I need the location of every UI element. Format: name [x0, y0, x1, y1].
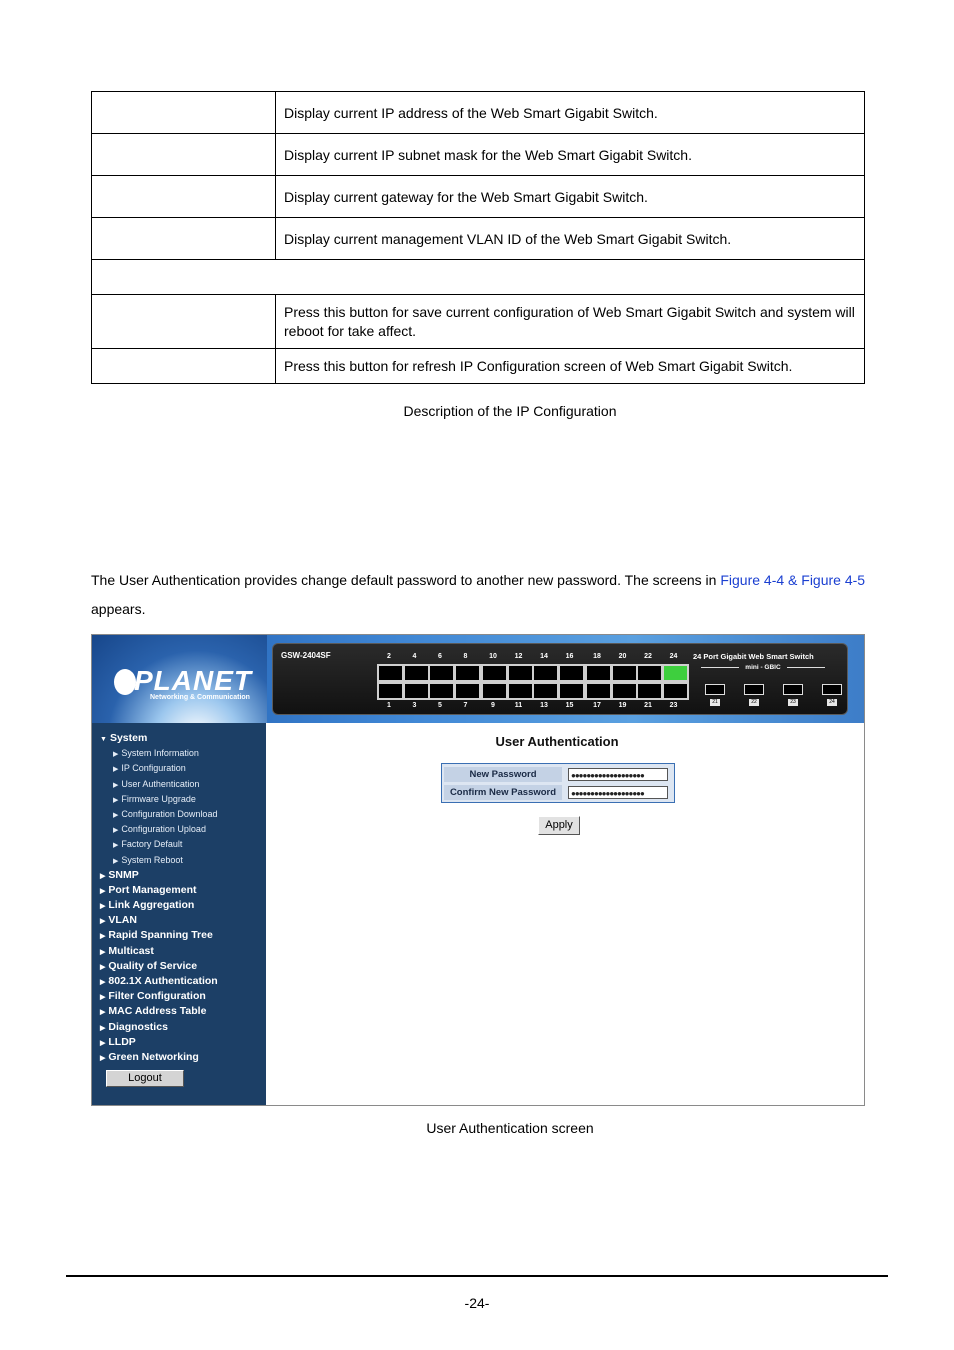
triangle-right-icon: ▶: [113, 811, 119, 819]
sidebar-item[interactable]: [100, 959, 218, 974]
logo-ball-icon: [114, 669, 136, 695]
sidebar-item[interactable]: [100, 883, 218, 898]
sidebar-subitem[interactable]: [100, 792, 218, 807]
port-icon: [662, 664, 689, 682]
triangle-right-icon: ▶: [100, 948, 106, 956]
triangle-right-icon: ▶: [113, 827, 119, 835]
sidebar-item-label: Multicast: [108, 944, 154, 957]
table-value-cell: Display current management VLAN ID of the Web Smart Gigabit Switch.: [276, 218, 865, 260]
table-key-cell: [92, 349, 276, 384]
triangle-down-icon: ▼: [100, 736, 107, 743]
gbic-slot-icon: [744, 684, 764, 695]
port-number-top: 14: [540, 653, 548, 660]
sidebar-item-label: Quality of Service: [108, 959, 198, 972]
triangle-right-icon: ▶: [113, 766, 119, 774]
table-value-cell: Display current gateway for the Web Smart Gigabit Switch.: [276, 176, 865, 218]
port-icon: [558, 664, 585, 682]
table-row: [92, 218, 865, 260]
port-number-bottom: 13: [540, 702, 548, 709]
triangle-right-icon: ▶: [100, 903, 106, 911]
gbic-label: 23: [788, 699, 798, 706]
gbic-label: 24: [827, 699, 837, 706]
sidebar-subitem[interactable]: [100, 853, 218, 868]
port-icon: [428, 682, 455, 700]
sidebar-item-label: User Authentication: [121, 778, 200, 789]
sidebar-item[interactable]: [100, 944, 218, 959]
port-icon: [611, 664, 638, 682]
table-row: [92, 349, 865, 384]
sidebar-item-label: Firmware Upgrade: [121, 793, 196, 804]
table-key-cell: [92, 218, 276, 260]
port-number-top: 16: [565, 653, 574, 660]
sidebar-item[interactable]: [100, 1035, 218, 1050]
table-section-cell: [92, 260, 865, 295]
port-icon: [636, 682, 663, 700]
port-number-top: 8: [463, 653, 468, 660]
port-number-bottom: 15: [565, 702, 574, 709]
table-value-cell: Display current IP address of the Web Smart Gigabit Switch.: [276, 92, 865, 134]
figure-link[interactable]: Figure 4-4 & Figure 4-5: [720, 572, 866, 588]
port-icon: [532, 682, 559, 700]
sidebar-item-label: LLDP: [108, 1035, 136, 1048]
password-form: [441, 763, 675, 803]
sidebar-item-label: System: [109, 732, 148, 744]
port-number-bottom: 5: [438, 702, 442, 709]
triangle-right-icon: ▶: [100, 1009, 106, 1017]
screenshot-caption: User Authentication screen: [426, 1120, 594, 1136]
gbic-label: 21: [710, 699, 720, 706]
port-number-bottom: 7: [463, 702, 468, 709]
new-password-label: New Password: [444, 767, 562, 782]
triangle-right-icon: ▶: [113, 857, 119, 865]
sidebar-subitem[interactable]: [100, 746, 218, 761]
sidebar-item-label: System Information: [121, 748, 199, 759]
port-icon: [377, 664, 404, 682]
sidebar-subitem[interactable]: [100, 761, 218, 776]
table-row: [92, 295, 865, 349]
table-value-cell: Press this button for refresh IP Configuration screen of Web Smart Gigabit Switch.: [276, 349, 865, 384]
sidebar-item[interactable]: [100, 1050, 218, 1065]
table-value-cell: Press this button for save current configuration of Web Smart Gigabit Switch and system will reboot for take affect.: [276, 295, 865, 349]
footer-divider: [66, 1275, 888, 1277]
port-icon: [403, 664, 430, 682]
sidebar: [92, 723, 266, 1105]
port-number-bottom: 9: [491, 702, 495, 709]
port-icon: [454, 682, 481, 700]
main-content: [267, 723, 864, 1105]
new-password-input[interactable]: ●●●●●●●●●●●●●●●●●●●: [568, 768, 668, 781]
port-icon: [662, 682, 689, 700]
sidebar-subitem[interactable]: [100, 837, 218, 852]
port-icon: [507, 682, 534, 700]
header-banner: [92, 635, 864, 723]
sidebar-subitem[interactable]: [100, 807, 218, 822]
sidebar-item[interactable]: [100, 1020, 218, 1035]
port-icon: [636, 664, 663, 682]
logo-text: PLANET: [134, 665, 252, 696]
port-icon: [428, 664, 455, 682]
logo-subtitle: Networking & Communication: [150, 694, 250, 701]
triangle-right-icon: ▶: [100, 963, 106, 971]
table-key-cell: [92, 134, 276, 176]
triangle-right-icon: ▶: [113, 751, 119, 759]
paragraph-text-end: appears.: [91, 601, 146, 617]
sidebar-item[interactable]: [100, 928, 218, 943]
model-label: GSW-2404SF: [281, 651, 331, 660]
port-number-top: 12: [514, 653, 523, 660]
sidebar-item-label: MAC Address Table: [108, 1005, 207, 1018]
table-caption: Description of the IP Configuration: [403, 403, 617, 419]
port-number-top: 2: [387, 653, 391, 660]
sidebar-subitem[interactable]: [100, 777, 218, 792]
sidebar-item-system[interactable]: [100, 731, 218, 746]
triangle-right-icon: ▶: [100, 979, 106, 986]
sidebar-item-label: Diagnostics: [108, 1020, 168, 1033]
triangle-right-icon: ▶: [100, 933, 106, 941]
triangle-right-icon: ▶: [113, 842, 119, 850]
page-title: User Authentication: [495, 734, 619, 749]
gbic-slot-icon: [822, 684, 842, 695]
triangle-right-icon: ▶: [100, 1024, 106, 1032]
port-icon: [507, 664, 534, 682]
sidebar-item-label: 802.1X Authentication: [108, 975, 218, 987]
port-icon: [481, 682, 508, 700]
sidebar-item[interactable]: [100, 974, 218, 989]
table-row: [92, 92, 865, 134]
port-number-bottom: 19: [618, 702, 627, 709]
table-key-cell: [92, 295, 276, 349]
sidebar-item[interactable]: [100, 898, 218, 913]
sidebar-item-label: System Reboot: [121, 854, 183, 865]
gbic-slot-icon: [705, 684, 725, 695]
planet-logo: [92, 635, 267, 723]
table-section-row: [92, 260, 865, 295]
sidebar-item-label: Filter Configuration: [108, 990, 206, 1003]
sidebar-item-label: VLAN: [108, 914, 137, 927]
port-icon: [377, 682, 404, 700]
sidebar-nav: [100, 731, 218, 1065]
port-number-top: 10: [489, 653, 497, 660]
port-number-top: 20: [618, 653, 627, 660]
sidebar-item-label: Green Networking: [108, 1050, 199, 1063]
confirm-password-label: Confirm New Password: [444, 785, 562, 800]
sidebar-item-label: Link Aggregation: [108, 899, 195, 912]
port-icon: [481, 664, 508, 682]
table-key-cell: [92, 92, 276, 134]
sidebar-item-label: Configuration Download: [121, 808, 218, 819]
triangle-right-icon: ▶: [100, 994, 106, 1002]
body-paragraph: [91, 566, 871, 624]
sidebar-item[interactable]: [100, 868, 218, 883]
switch-subtitle: mini - GBIC: [693, 664, 833, 671]
triangle-right-icon: ▶: [100, 887, 106, 895]
description-table: [91, 91, 865, 384]
port-number-bottom: 1: [387, 702, 391, 709]
sidebar-item[interactable]: [100, 989, 218, 1004]
sidebar-subitem[interactable]: [100, 822, 218, 837]
port-number-bottom: 21: [644, 702, 652, 709]
page-number: -24-: [464, 1295, 490, 1311]
gbic-slot-icon: [783, 684, 803, 695]
port-number-top: 6: [438, 653, 442, 660]
triangle-right-icon: ▶: [100, 872, 106, 880]
port-number-top: 24: [669, 653, 678, 660]
sidebar-item-label: IP Configuration: [121, 763, 186, 774]
logout-button[interactable]: Logout: [106, 1070, 184, 1087]
sidebar-item[interactable]: [100, 1004, 218, 1019]
apply-button[interactable]: Apply: [538, 816, 580, 835]
table-row: [92, 176, 865, 218]
port-icon: [454, 664, 481, 682]
table-key-cell: [92, 176, 276, 218]
sidebar-item-label: Rapid Spanning Tree: [108, 929, 213, 942]
port-icon: [585, 664, 612, 682]
triangle-right-icon: ▶: [113, 781, 119, 789]
port-icon: [532, 664, 559, 682]
sidebar-item-label: Port Management: [108, 883, 197, 896]
port-number-bottom: 17: [593, 702, 601, 709]
triangle-right-icon: ▶: [100, 918, 106, 926]
port-icon: [403, 682, 430, 700]
confirm-password-input[interactable]: ●●●●●●●●●●●●●●●●●●●: [568, 786, 668, 799]
sidebar-item-label: Configuration Upload: [121, 824, 206, 835]
sidebar-item-label: Factory Default: [121, 839, 183, 850]
port-number-bottom: 3: [412, 702, 417, 709]
gbic-label: 22: [749, 699, 759, 706]
sidebar-item-label: SNMP: [108, 868, 139, 881]
port-number-bottom: 23: [669, 702, 678, 709]
port-icon: [558, 682, 585, 700]
switch-title: 24 Port Gigabit Web Smart Switch: [693, 652, 814, 661]
table-value-cell: Display current IP subnet mask for the Web Smart Gigabit Switch.: [276, 134, 865, 176]
port-number-top: 18: [593, 653, 601, 660]
sidebar-item[interactable]: [100, 913, 218, 928]
port-number-bottom: 11: [514, 702, 523, 709]
paragraph-text: The User Authentication provides change default password to another new password. The screens in: [91, 572, 721, 588]
port-icon: [611, 682, 638, 700]
triangle-right-icon: ▶: [100, 1054, 106, 1062]
port-number-top: 4: [412, 653, 417, 660]
triangle-right-icon: ▶: [113, 796, 119, 804]
port-icon: [585, 682, 612, 700]
port-number-top: 22: [644, 653, 652, 660]
triangle-right-icon: ▶: [100, 1039, 106, 1047]
user-authentication-screenshot: [91, 634, 865, 1106]
table-row: [92, 134, 865, 176]
switch-front-panel: [272, 643, 848, 715]
